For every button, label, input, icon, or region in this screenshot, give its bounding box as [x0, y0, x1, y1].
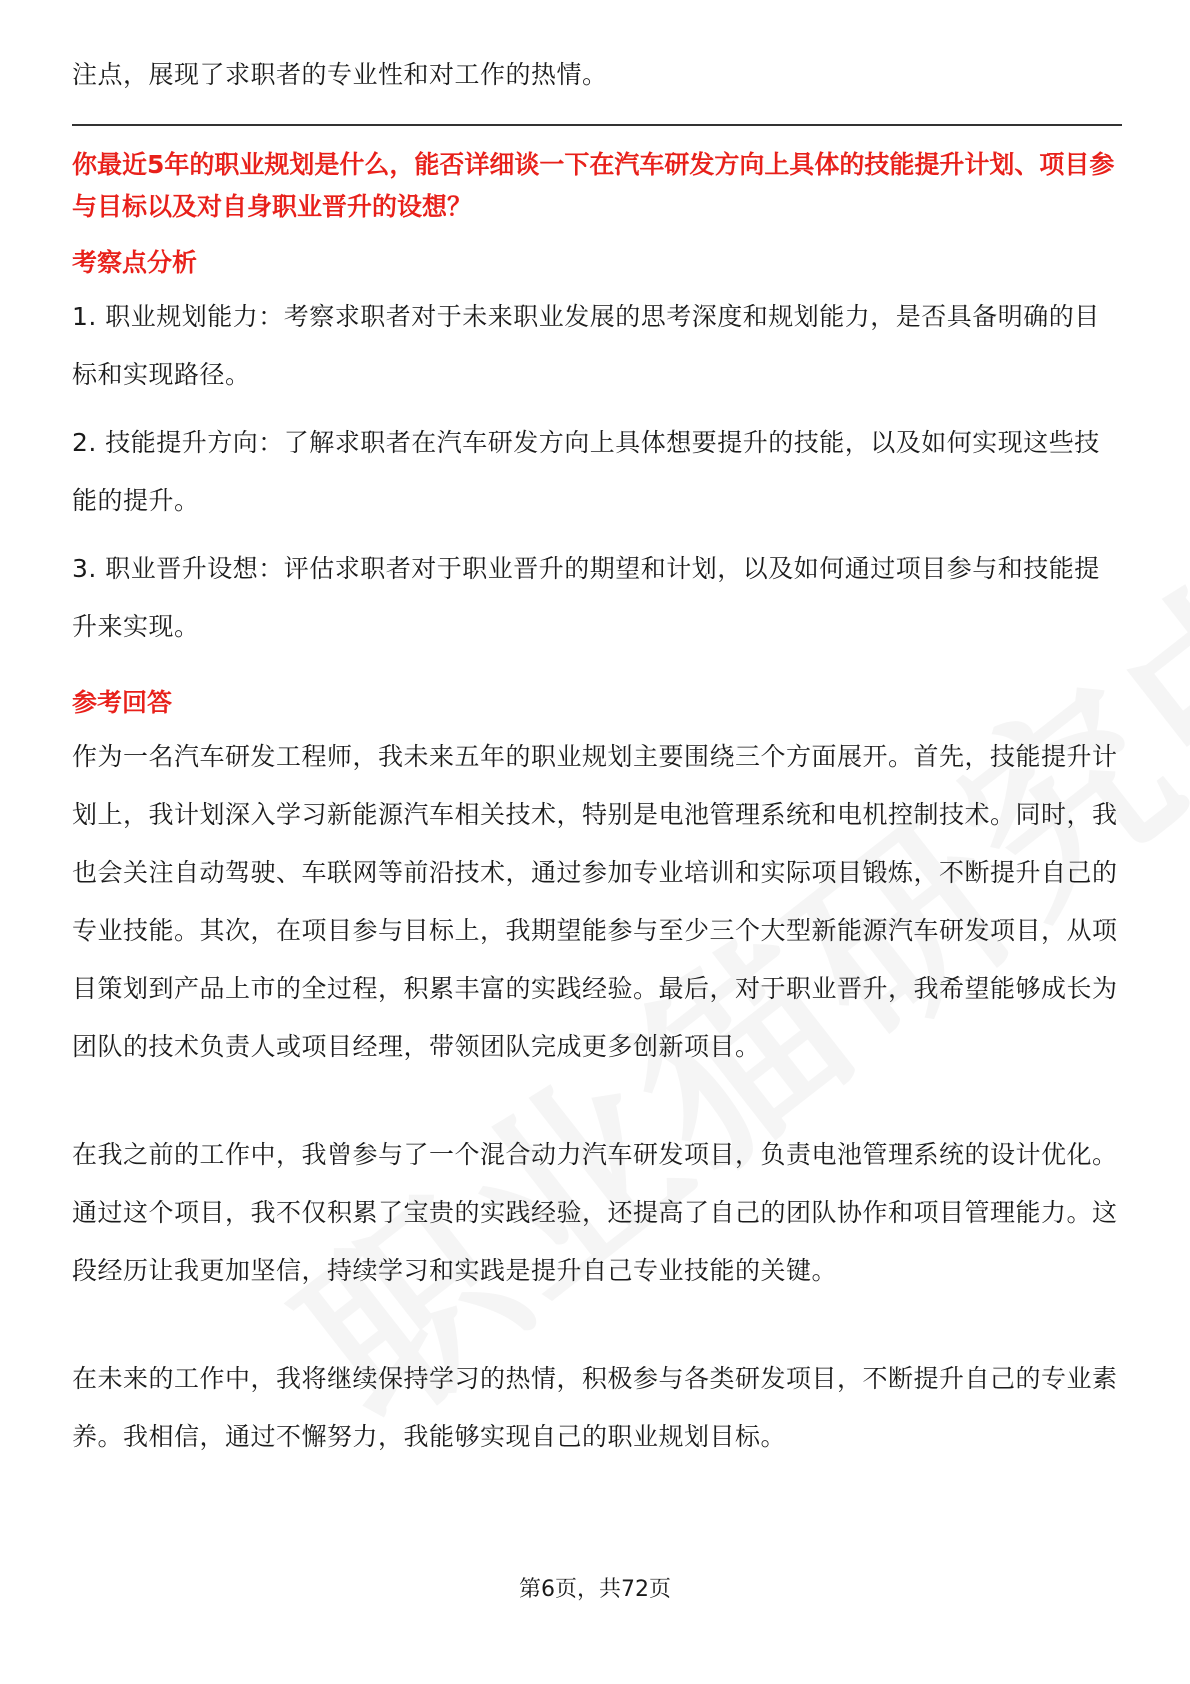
analysis-point: 2. 技能提升方向：了解求职者在汽车研发方向上具体想要提升的技能，以及如何实现这些技能的提升。 — [72, 428, 1100, 515]
page-number: 第6页，共72页 — [519, 1577, 671, 1602]
answer-paragraph: 作为一名汽车研发工程师，我未来五年的职业规划主要围绕三个方面展开。首先，技能提升计划上，我计划深入学习新能源汽车相关技术，特别是电池管理系统和电机控制技术。同时，我也会关注自动驾驶、车联网等前沿技术，通过参加专业培训和实际项目锻炼，不断提升自己的专业技能。其次，在项目参与目标上，我期望能参与至少三个大型新能源汽车研发项目，从项目策划到产品上市的全过程，积累丰富的实践经验。最后，对于职业晋升，我希望能够成长为团队的技术负责人或项目经理，带领团队完成更多创新项目。 — [72, 742, 1118, 1061]
analysis-list — [72, 288, 1122, 656]
answer-title: 参考回答 — [72, 688, 173, 717]
analysis-title: 考察点分析 — [72, 248, 198, 277]
answer-paragraph: 在我之前的工作中，我曾参与了一个混合动力汽车研发项目，负责电池管理系统的设计优化。通过这个项目，我不仅积累了宝贵的实践经验，还提高了自己的团队协作和项目管理能力。这段经历让我更加坚信，持续学习和实践是提升自己专业技能的关键。 — [72, 1140, 1118, 1285]
analysis-point: 3. 职业晋升设想：评估求职者对于职业晋升的期望和计划，以及如何通过项目参与和技能提升来实现。 — [72, 554, 1100, 641]
continuation-text: 注点，展现了求职者的专业性和对工作的热情。 — [72, 60, 608, 89]
page-content — [72, 46, 1122, 1466]
answer-paragraph: 在未来的工作中，我将继续保持学习的热情，积极参与各类研发项目，不断提升自己的专业素养。我相信，通过不懈努力，我能够实现自己的职业规划目标。 — [72, 1364, 1118, 1451]
analysis-point: 1. 职业规划能力：考察求职者对于未来职业发展的思考深度和规划能力，是否具备明确的目标和实现路径。 — [72, 302, 1100, 389]
answer-body — [72, 728, 1122, 1466]
question-heading: 你最近5年的职业规划是什么，能否详细谈一下在汽车研发方向上具体的技能提升计划、项目参与目标以及对自身职业晋升的设想？ — [72, 150, 1115, 221]
section-divider — [72, 124, 1122, 126]
